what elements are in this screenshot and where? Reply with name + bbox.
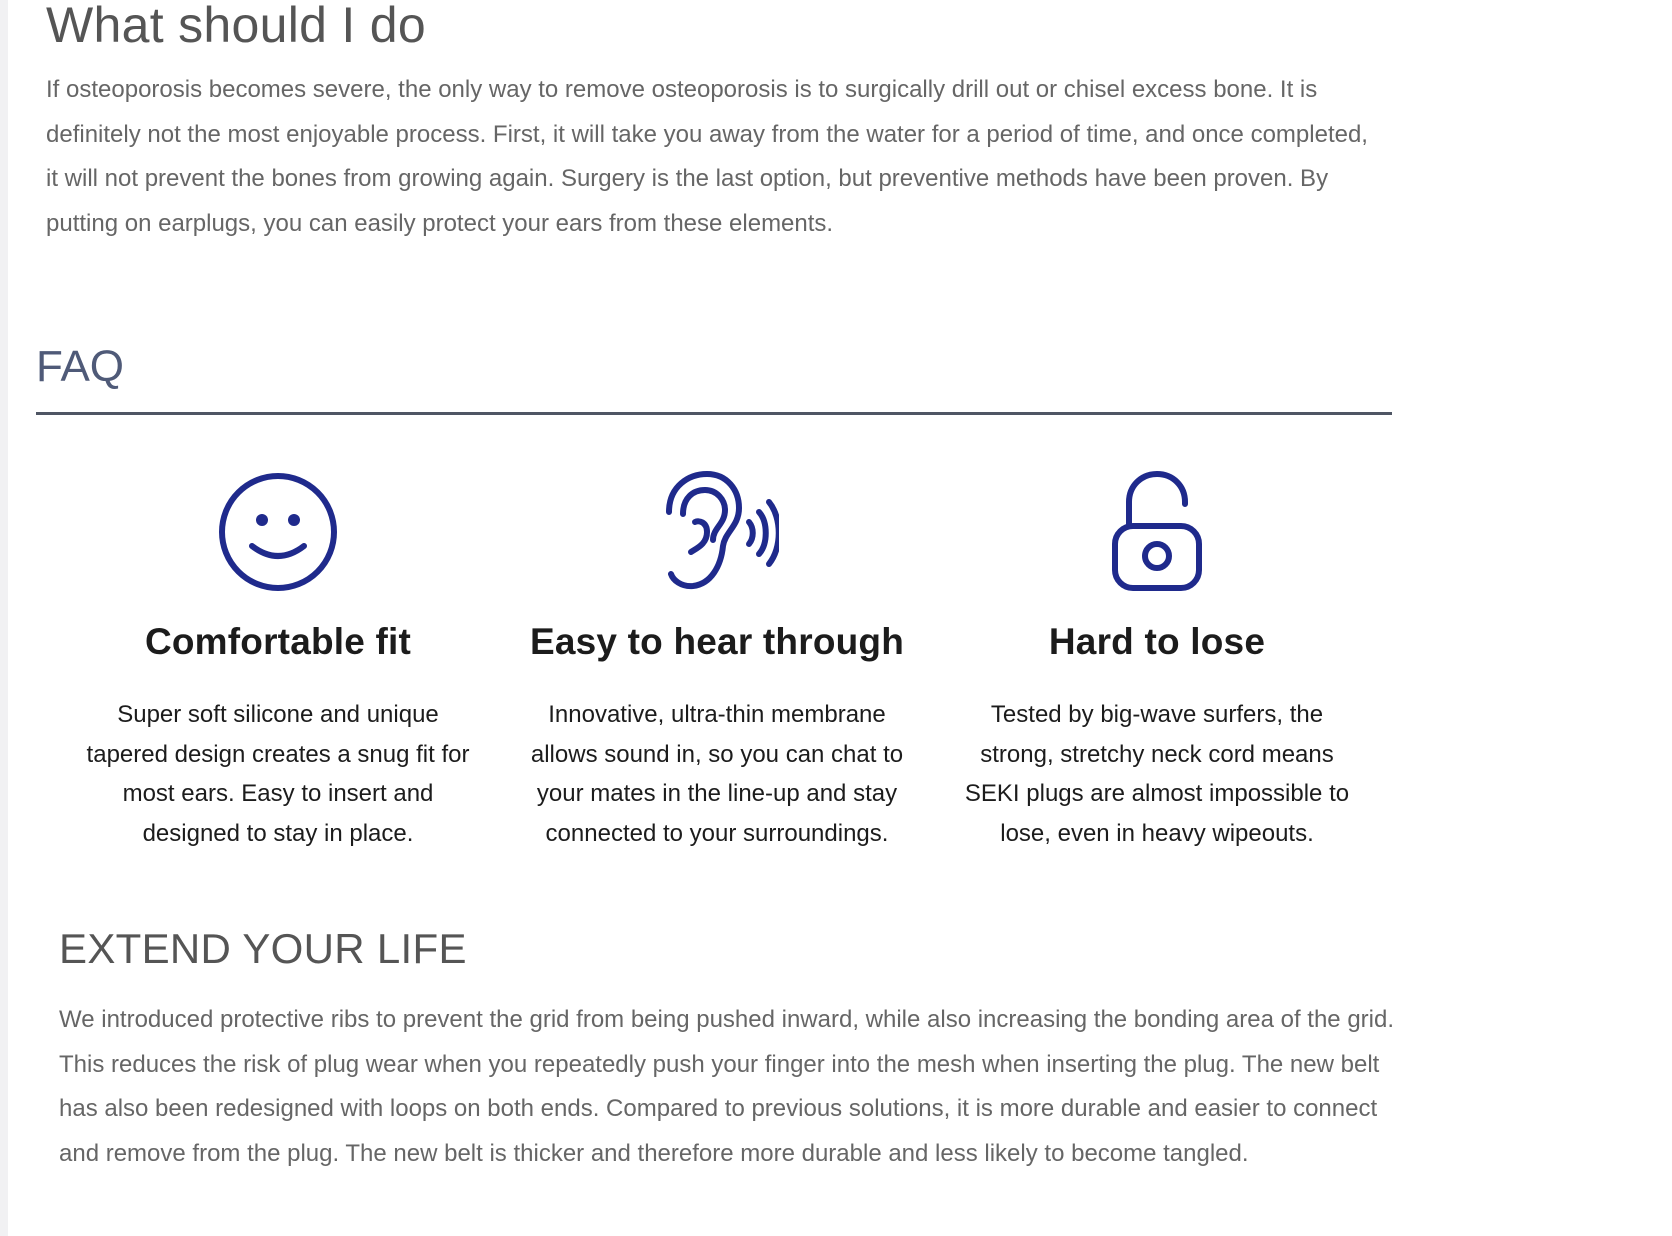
feature-title: Comfortable fit xyxy=(144,621,412,662)
feature-hard-to-lose xyxy=(947,470,1367,853)
feature-body: Tested by big-wave surfers, the strong, stretchy neck cord means SEKI plugs are almost impossible to lose, even in heavy wipeouts. xyxy=(964,701,1350,847)
feature-comfortable-fit xyxy=(68,470,488,853)
feature-easy-to-hear xyxy=(507,470,927,853)
faq-divider xyxy=(36,412,1392,415)
section-osteo-title: What should I do xyxy=(46,0,427,53)
ear-sound-icon xyxy=(655,470,779,594)
section-extend-title: EXTEND YOUR LIFE xyxy=(59,925,467,972)
section-osteo-body: If osteoporosis becomes severe, the only way to remove osteoporosis is to surgically drill out or chisel excess bone. It is definitely not the most enjoyable process. First, it will take you away from the water for a period of time, and once completed, it will not prevent the bones from growing again. Surgery is the last option, but preventive methods have been proven. By putting on earplugs, you can easily protect your ears from these elements. xyxy=(46,76,1368,237)
section-extend-body: We introduced protective ribs to prevent the grid from being pushed inward, while also increasing the bonding area of the grid. This reduces the risk of plug wear when you repeatedly push your finger into the mesh when inserting the plug. The new belt has also been redesigned with loops on both ends. Compared to previous solutions, it is more durable and easier to connect and remove from the plug. The new belt is thicker and therefore more durable and less likely to become tangled. xyxy=(59,1006,1394,1167)
feature-body: Innovative, ultra-thin membrane allows sound in, so you can chat to your mates in the line-up and stay connected to your surroundings. xyxy=(530,701,904,847)
feature-title: Hard to lose xyxy=(1048,621,1266,662)
faq-title: FAQ xyxy=(36,342,125,391)
smiley-face-icon xyxy=(216,470,340,594)
feature-body: Super soft silicone and unique tapered design creates a snug fit for most ears. Easy to insert and designed to stay in place. xyxy=(86,701,470,847)
feature-title: Easy to hear through xyxy=(529,621,905,662)
open-lock-icon xyxy=(1095,470,1219,594)
